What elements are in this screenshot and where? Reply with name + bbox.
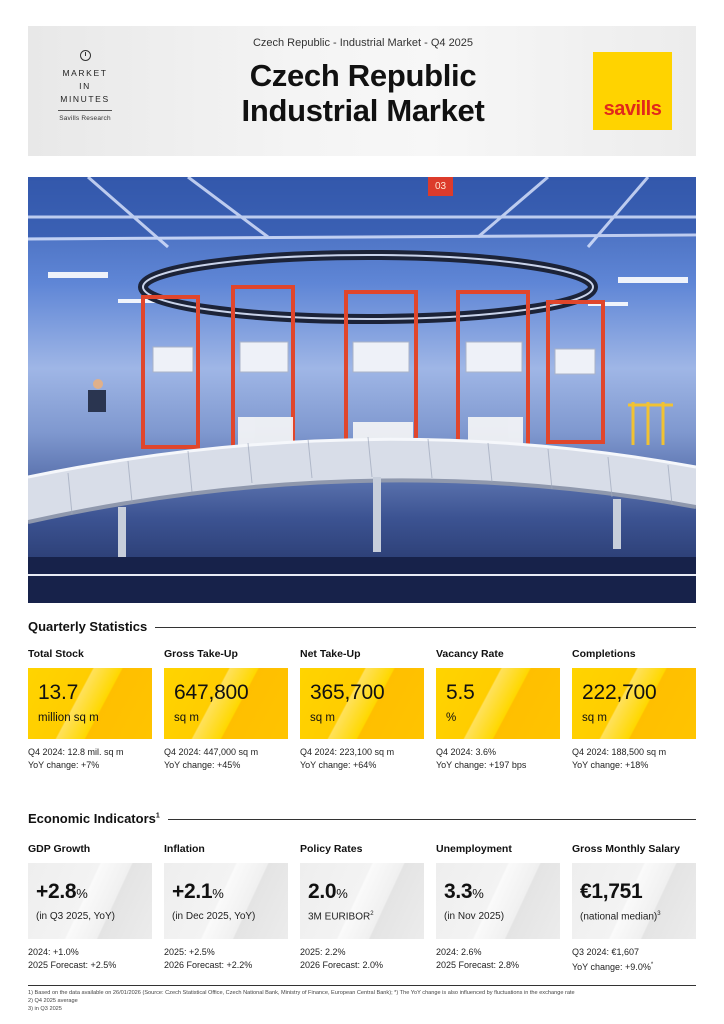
indicator-note: 2024: +1.0% — [28, 947, 79, 957]
footnote: 2) Q4 2025 average — [28, 998, 78, 1004]
footnote: 1) Based on the data available on 26/01/2026 (Source: Czech Statistical Office, Czech National Bank, Ministry of Finance, European Central Bank); *) The YoY change is also influenced by fluctuations in the exchange rate — [28, 990, 575, 996]
report-header — [28, 26, 696, 156]
stat-value-box — [572, 668, 696, 739]
stat-value-box — [300, 668, 424, 739]
section-title-text: Economic Indicators — [28, 811, 156, 826]
indicator-unit — [580, 911, 661, 922]
indicator-inflation — [164, 843, 288, 972]
stat-unit: % — [446, 712, 457, 724]
title-line-2: Industrial Market — [241, 93, 485, 128]
section-title — [28, 811, 168, 826]
stat-value: 222,700 — [582, 681, 657, 704]
stat-label: Vacancy Rate — [436, 648, 504, 660]
indicator-note: 2025: +2.5% — [164, 947, 215, 957]
stat-note: Q4 2024: 188,500 sq m — [572, 747, 667, 757]
indicator-number: €1,751 — [580, 880, 643, 903]
title-line-1: Czech Republic — [249, 58, 477, 93]
indicator-note: 2025 Forecast: +2.5% — [28, 960, 117, 970]
indicator-notes — [164, 946, 288, 972]
indicator-notes — [436, 946, 560, 972]
indicator-suffix: % — [212, 886, 224, 901]
market-in-minutes-badge — [50, 50, 120, 122]
clock-icon — [80, 50, 91, 61]
stat-label: Completions — [572, 648, 636, 660]
indicator-value-box — [164, 863, 288, 939]
indicator-gross-monthly-salary — [572, 843, 696, 974]
indicator-value-box — [28, 863, 152, 939]
stat-note: YoY change: +7% — [28, 760, 100, 770]
indicator-note: 2026 Forecast: 2.0% — [300, 960, 384, 970]
indicator-value — [36, 880, 88, 904]
indicator-unit-text: (national median) — [580, 911, 658, 923]
indicator-unemployment — [436, 843, 560, 972]
stat-value: 365,700 — [310, 681, 385, 704]
stat-unit: sq m — [310, 712, 335, 724]
indicator-note — [572, 959, 696, 974]
stat-label: Net Take-Up — [300, 648, 361, 660]
stat-notes — [572, 746, 696, 772]
indicator-label: Inflation — [164, 843, 205, 855]
indicator-note-text: YoY change: +9.0% — [572, 962, 651, 972]
indicator-value — [172, 880, 224, 904]
footnotes — [28, 989, 696, 1013]
indicator-note: 2026 Forecast: +2.2% — [164, 960, 253, 970]
indicator-label: Policy Rates — [300, 843, 363, 855]
footnotes-divider — [28, 985, 696, 986]
stat-notes — [28, 746, 152, 772]
indicator-unit — [444, 911, 504, 922]
indicator-number: +2.8 — [36, 880, 77, 903]
stat-notes — [164, 746, 288, 772]
badge-divider — [58, 110, 112, 111]
indicator-note: 2024: 2.6% — [436, 947, 482, 957]
indicator-suffix: % — [336, 886, 348, 901]
indicator-policy-rates — [300, 843, 424, 972]
stat-note: Q4 2024: 447,000 sq m — [164, 747, 259, 757]
stat-note: YoY change: +197 bps — [436, 760, 527, 770]
stat-note: Q4 2024: 12.8 mil. sq m — [28, 747, 124, 757]
warehouse-photo — [28, 177, 696, 603]
stat-unit: sq m — [174, 712, 199, 724]
indicator-notes — [28, 946, 152, 972]
indicator-note: 2025: 2.2% — [300, 947, 346, 957]
indicator-notes — [572, 946, 696, 974]
stat-unit: sq m — [582, 712, 607, 724]
stat-value-box — [164, 668, 288, 739]
indicator-suffix: % — [76, 886, 88, 901]
stat-note: YoY change: +64% — [300, 760, 377, 770]
indicator-note: Q3 2024: €1,607 — [572, 947, 640, 957]
indicator-gdp-growth — [28, 843, 152, 972]
stat-note: Q4 2024: 3.6% — [436, 747, 497, 757]
stat-completions — [572, 648, 696, 772]
stat-vacancy-rate — [436, 648, 560, 772]
savills-logo — [593, 52, 672, 130]
badge-line: MINUTES — [60, 94, 110, 104]
indicator-label: Unemployment — [436, 843, 512, 855]
indicator-label: Gross Monthly Salary — [572, 843, 680, 855]
stat-value-box — [436, 668, 560, 739]
stat-total-stock — [28, 648, 152, 772]
stat-note: Q4 2024: 223,100 sq m — [300, 747, 395, 757]
badge-line: MARKET — [62, 68, 108, 78]
indicator-number: +2.1 — [172, 880, 213, 903]
indicator-unit — [36, 911, 115, 922]
indicator-unit-text: 3M EURIBOR — [308, 911, 371, 923]
indicator-value-box — [572, 863, 696, 939]
indicator-value — [444, 880, 484, 904]
report-subtitle: Czech Republic - Industrial Market - Q4 2025 — [252, 37, 474, 49]
footnote: 3) in Q3 2025 — [28, 1006, 62, 1012]
indicator-unit-text: (in Q3 2025, YoY) — [36, 911, 115, 922]
badge-line: IN — [79, 81, 91, 91]
indicator-unit — [308, 911, 374, 922]
stat-value: 647,800 — [174, 681, 249, 704]
footnote-marker: 2 — [370, 911, 374, 917]
conveyor-illustration — [28, 177, 696, 603]
economic-indicators-heading — [28, 811, 696, 827]
stat-value: 5.5 — [446, 681, 475, 704]
stat-note: YoY change: +45% — [164, 760, 241, 770]
footnote-marker: 3 — [657, 911, 661, 917]
indicator-note: 2025 Forecast: 2.8% — [436, 960, 520, 970]
stat-label: Gross Take-Up — [164, 648, 238, 660]
indicator-value — [580, 880, 642, 904]
indicator-suffix: % — [472, 886, 484, 901]
stat-notes — [300, 746, 424, 772]
stat-net-take-up — [300, 648, 424, 772]
report-title — [178, 58, 548, 128]
indicator-notes — [300, 946, 424, 972]
indicator-value-box — [300, 863, 424, 939]
stat-notes — [436, 746, 560, 772]
logo-text: savills — [603, 98, 662, 120]
stat-value-box — [28, 668, 152, 739]
section-title: Quarterly Statistics — [28, 619, 155, 634]
footnote-marker: * — [650, 962, 654, 968]
photo-tag: 03 — [428, 177, 453, 196]
stat-label: Total Stock — [28, 648, 84, 660]
indicator-number: 3.3 — [444, 880, 473, 903]
indicator-unit-text: (in Nov 2025) — [444, 911, 505, 922]
stat-gross-take-up — [164, 648, 288, 772]
indicator-number: 2.0 — [308, 880, 337, 903]
indicator-value-box — [436, 863, 560, 939]
indicator-value — [308, 880, 348, 904]
indicator-unit — [172, 911, 255, 922]
research-label: Savills Research — [59, 115, 111, 122]
stat-value: 13.7 — [38, 681, 79, 704]
stat-unit: million sq m — [38, 712, 99, 724]
indicator-unit-text: (in Dec 2025, YoY) — [172, 911, 256, 922]
stat-note: YoY change: +18% — [572, 760, 649, 770]
footnote-marker: 1 — [155, 812, 160, 820]
indicator-label: GDP Growth — [28, 843, 91, 855]
quarterly-statistics-heading — [28, 619, 696, 635]
